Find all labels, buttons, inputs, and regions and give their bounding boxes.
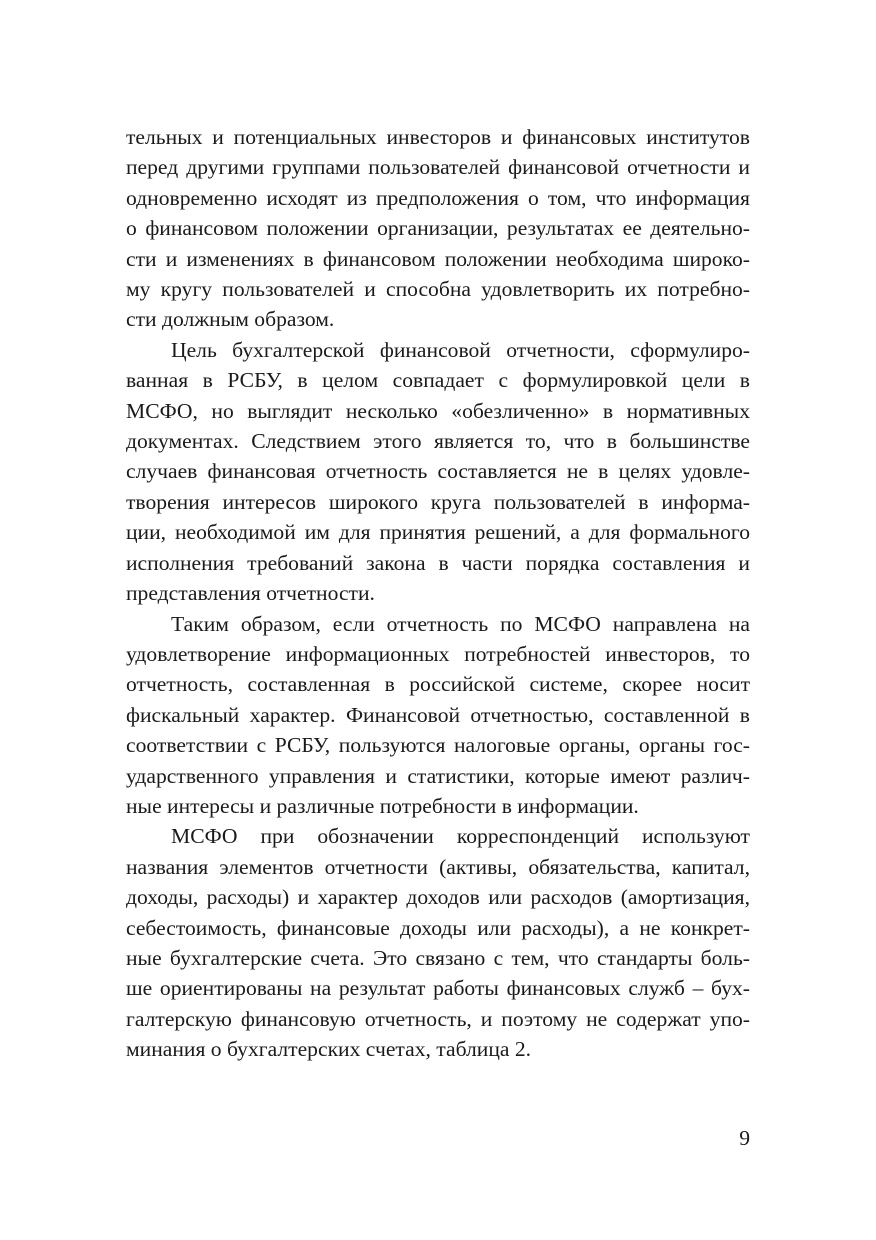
text-line: одновременно исходят из предположения о том, что информация bbox=[126, 185, 750, 210]
text-line: галтерскую финансовую отчетность, и поэтому не содержат упо- bbox=[126, 1006, 750, 1031]
text-line: о финансовом положении организации, результатах ее деятельно- bbox=[126, 216, 750, 241]
text-line: ванная в РСБУ, в целом совпадает с формулировкой цели в bbox=[126, 368, 750, 393]
text-line: доходы, расходы) и характер доходов или расходов (амортизация, bbox=[126, 885, 750, 910]
text-line: удовлетворение информационных потребностей инвесторов, то bbox=[126, 641, 750, 666]
paragraph bbox=[126, 609, 750, 822]
text-line: названия элементов отчетности (активы, обязательства, капитал, bbox=[126, 854, 750, 879]
body-text bbox=[126, 122, 750, 1065]
text-line: му кругу пользователей и способна удовлетворить их потребно- bbox=[126, 277, 750, 302]
text-line: ше ориентированы на результат работы финансовых служб – бух- bbox=[126, 976, 750, 1001]
text-line: Таким образом, если отчетность по МСФО направлена на bbox=[171, 611, 750, 636]
text-line: сти должным образом. bbox=[126, 307, 335, 332]
paragraph bbox=[126, 122, 750, 335]
paragraph bbox=[126, 821, 750, 1064]
text-line: творения интересов широкого круга пользователей в информа- bbox=[126, 489, 750, 514]
text-line: тельных и потенциальных инвесторов и финансовых институтов bbox=[126, 125, 750, 149]
text-line: отчетность, составленная в российской системе, скорее носит bbox=[126, 672, 750, 697]
text-line: фискальный характер. Финансовой отчетностью, составленной в bbox=[126, 702, 750, 727]
text-line: ции, необходимой им для принятия решений, а для формального bbox=[126, 520, 750, 545]
text-line: ные бухгалтерские счета. Это связано с тем, что стандарты боль- bbox=[126, 945, 750, 970]
text-line: ударственного управления и статистики, которые имеют различ- bbox=[126, 763, 750, 788]
text-line: документах. Следствием этого является то, что в большинстве bbox=[126, 429, 750, 454]
text-line: перед другими группами пользователей финансовой отчетности и bbox=[126, 155, 750, 180]
text-line: Цель бухгалтерской финансовой отчетности, сформулиро- bbox=[171, 337, 750, 362]
text-line: МСФО при обозначении корреспонденций используют bbox=[171, 824, 750, 849]
paragraph bbox=[126, 335, 750, 609]
page-number: 9 bbox=[739, 1126, 750, 1150]
text-line: минания о бухгалтерских счетах, таблица 2. bbox=[126, 1037, 532, 1062]
text-line: соответствии с РСБУ, пользуются налоговые органы, органы гос- bbox=[126, 733, 750, 758]
text-line: представления отчетности. bbox=[126, 581, 375, 606]
text-line: МСФО, но выглядит несколько «обезличенно» в нормативных bbox=[126, 398, 750, 423]
text-line: случаев финансовая отчетность составляется не в целях удовле- bbox=[126, 459, 750, 484]
text-line: сти и изменениях в финансовом положении необходима широко- bbox=[126, 246, 750, 271]
text-line: исполнения требований закона в части порядка составления и bbox=[126, 550, 750, 575]
text-line: ные интересы и различные потребности в информации. bbox=[126, 793, 639, 818]
text-line: себестоимость, финансовые доходы или расходы), а не конкрет- bbox=[126, 915, 750, 940]
